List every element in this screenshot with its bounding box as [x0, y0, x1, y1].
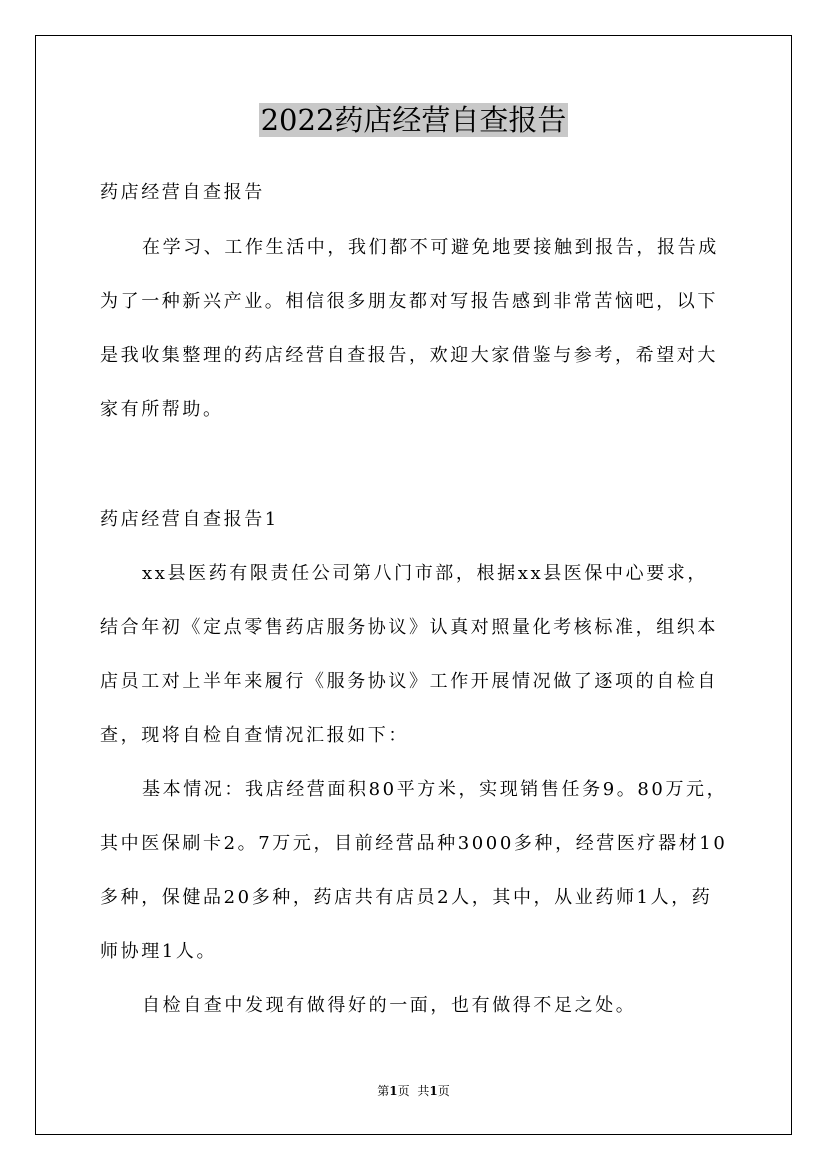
- page-label-suffix: 页: [397, 1084, 410, 1098]
- paragraph-line: 查，现将自检自查情况汇报如下：: [100, 725, 409, 746]
- paragraph-line: 家有所帮助。: [100, 399, 224, 420]
- paragraph-line: 师协理1人。: [100, 941, 218, 962]
- paragraph-line: xx县医药有限责任公司第八门市部，根据xx县医保中心要求，: [142, 563, 709, 584]
- document-title: [0, 98, 827, 142]
- total-label-prefix: 共: [417, 1084, 430, 1098]
- paragraph-line: 多种，保健品20多种，药店共有店员2人，其中，从业药师1人，药: [100, 887, 713, 908]
- paragraph-line: 基本情况：我店经营面积80平方米，实现销售任务9。80万元，: [142, 779, 728, 800]
- paragraph-line: 自检自查中发现有做得好的一面，也有做得不足之处。: [142, 995, 637, 1016]
- page-label-prefix: 第: [377, 1084, 390, 1098]
- section-heading: 药店经营自查报告1: [100, 509, 279, 530]
- paragraph-line: 在学习、工作生活中，我们都不可避免地要接触到报告，报告成: [142, 237, 719, 258]
- page-footer: [0, 1082, 827, 1100]
- paragraph-line: 结合年初《定点零售药店服务协议》认真对照量化考核标准，组织本: [100, 617, 718, 638]
- page-number: 1: [389, 1084, 398, 1098]
- total-label-suffix: 页: [437, 1084, 450, 1098]
- paragraph-line: 为了一种新兴产业。相信很多朋友都对写报告感到非常苦恼吧，以下: [100, 291, 718, 312]
- paragraph-line: 其中医保刷卡2。7万元，目前经营品种3000多种，经营医疗器材10: [100, 833, 728, 854]
- paragraph-line: 是我收集整理的药店经营自查报告，欢迎大家借鉴与参考，希望对大: [100, 345, 718, 366]
- total-pages: 1: [429, 1084, 438, 1098]
- document-title-text: 2022药店经营自查报告: [260, 103, 567, 137]
- section-heading: 药店经营自查报告: [100, 182, 265, 203]
- paragraph-line: 店员工对上半年来履行《服务协议》工作开展情况做了逐项的自检自: [100, 671, 718, 692]
